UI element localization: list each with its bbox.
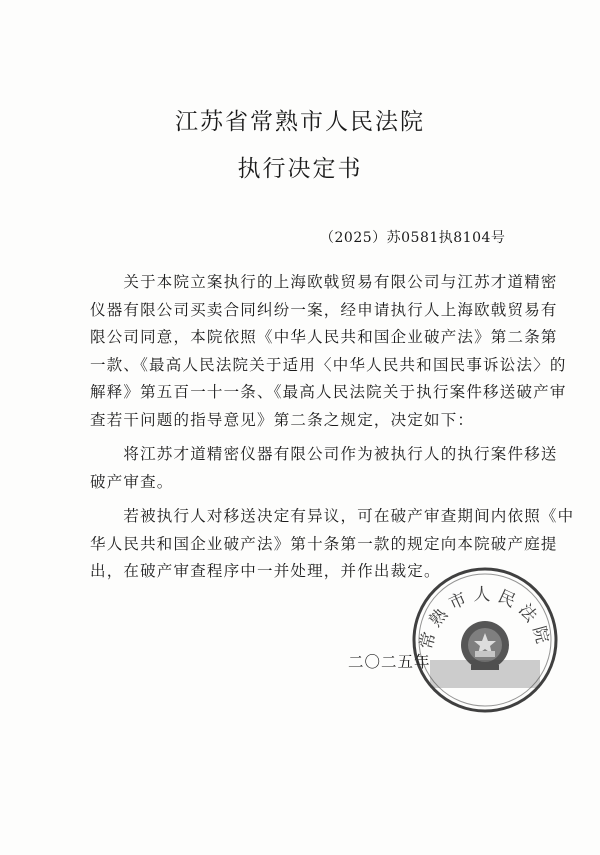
- text-line: 查若干问题的指导意见》第二条之规定，决定如下：: [90, 410, 475, 429]
- text-line: 解释》第五百一十一条、《最高人民法院关于执行案件移送破产审: [90, 383, 567, 401]
- paragraph-decision: [90, 441, 558, 496]
- text-line: 破产审查。: [90, 472, 174, 491]
- paragraph-background: [90, 269, 567, 434]
- document-type: 执行决定书: [237, 156, 363, 182]
- decision-date: 二〇二五年: [348, 653, 431, 671]
- court-seal-icon: [410, 565, 560, 715]
- text-line: 一款、《最高人民法院关于适用〈中华人民共和国民事诉讼法〉的: [90, 355, 567, 374]
- court-name: 江苏省常熟市人民法院: [175, 109, 425, 135]
- text-line: 华人民共和国企业破产法》第十条第一款的规定向本院破产庭提: [90, 534, 558, 553]
- text-line: 若被执行人对移送决定有异议，可在破产审查期间内依照《中: [90, 507, 575, 525]
- text-line: 将江苏才道精密仪器有限公司作为被执行人的执行案件移送: [90, 445, 558, 463]
- text-line: 仪器有限公司买卖合同纠纷一案，经申请执行人上海欧戟贸易有: [90, 300, 558, 319]
- case-number: （2025）苏0581执8104号: [320, 230, 506, 246]
- text-line: 关于本院立案执行的上海欧戟贸易有限公司与江苏才道精密: [90, 273, 558, 291]
- decision-body: [90, 269, 575, 593]
- text-line: 限公司同意，本院依照《中华人民共和国企业破产法》第二条第: [90, 328, 558, 346]
- text-line: 出，在破产审查程序中一并处理，并作出裁定。: [90, 562, 441, 580]
- seal-text: 常熟市人民法院: [416, 585, 554, 652]
